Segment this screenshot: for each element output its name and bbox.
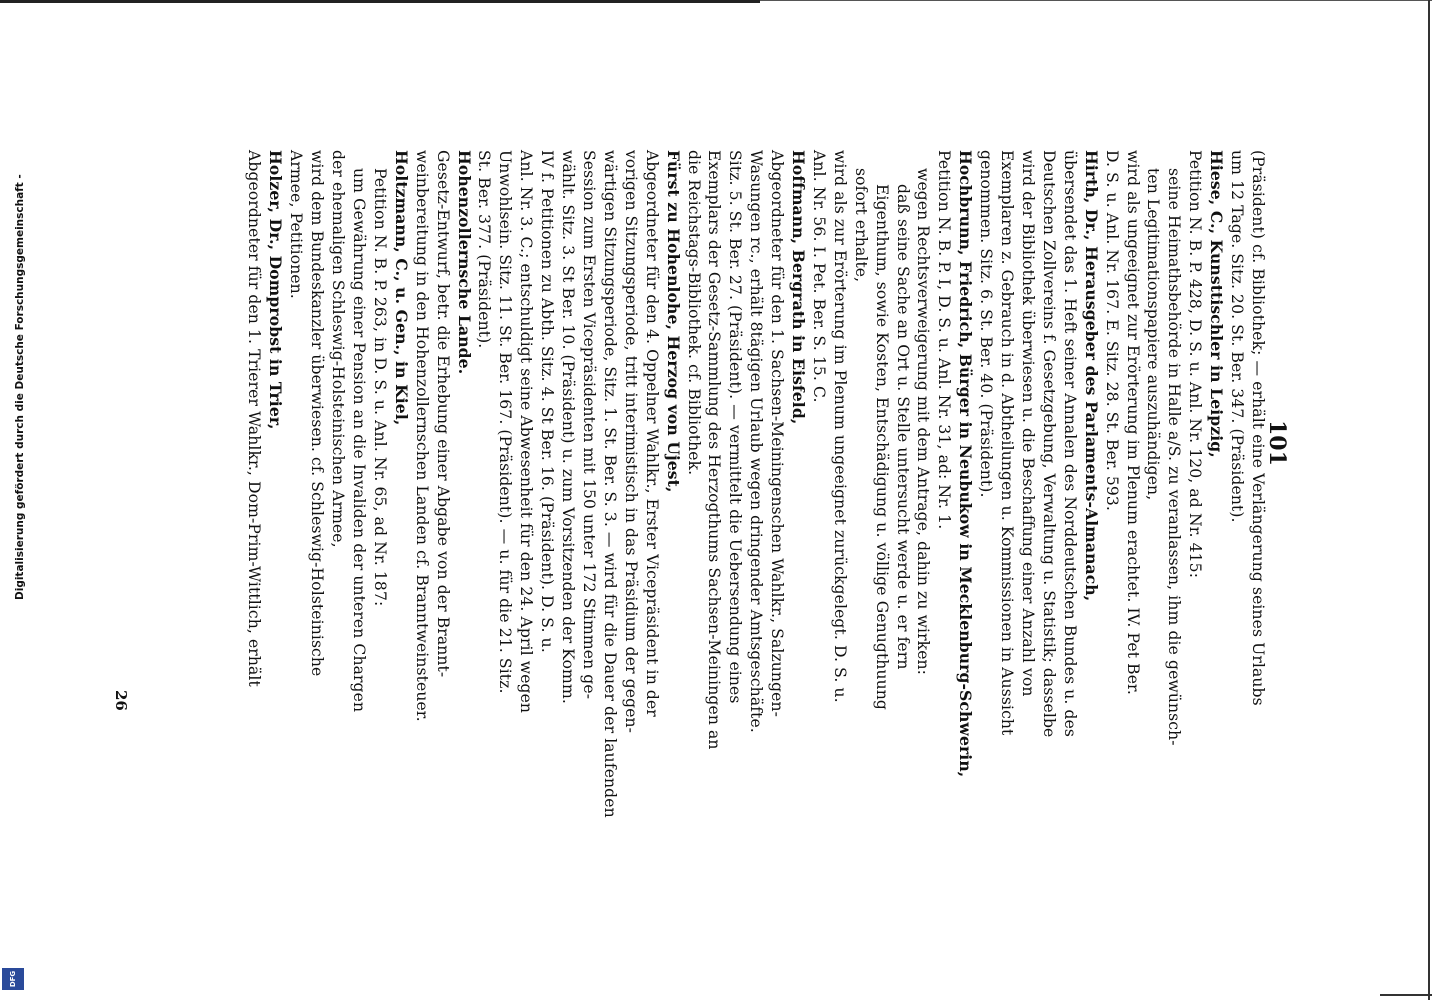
text-line: um 12 Tage. Sitz. 20. St. Ber. 347. (Präsident).	[1228, 150, 1247, 523]
text-line: wird dem Bundeskanzler überwiesen. cf. Schleswig-Holsteinische	[308, 150, 327, 677]
text-line: sofort erhalte,	[851, 168, 870, 283]
text-line: St. Ber. 377. (Präsident).	[475, 150, 494, 349]
dfg-logo: DFG	[2, 968, 24, 990]
text-line: Sitz. 5. St. Ber. 27. (Präsident). — vermittelt die Uebersendung eines	[726, 150, 745, 704]
text-line: vorigen Sitzungsperiode, tritt interimistisch in das Präsidium der gegen-	[621, 150, 640, 734]
text-line: wegen Rechtsverweigerung mit dem Antrage, dahin zu wirken:	[914, 168, 933, 676]
text-line: seine Heimathsbehörde in Halle a/S. zu veranlassen, ihm die gewünsch-	[1165, 168, 1184, 746]
text-line: Hirth, Dr., Herausgeber des Parlaments-Almanach,	[1081, 150, 1101, 602]
text-line: Deutschen Zollvereins f. Gesetzgebung, Verwaltung u. Statistik; dasselbe	[1039, 150, 1058, 738]
text-line: ten Legitimationspapiere auszuhändigen,	[1144, 168, 1163, 501]
text-line: Holzer, Dr., Domprobst in Trier,	[266, 150, 286, 430]
text-line: Hiese, C., Kunsttischler in Leipzig,	[1207, 150, 1227, 458]
text-line: weinbereitung in den Hohenzollernschen Landen cf. Branntweinsteuer.	[412, 150, 431, 722]
right-scan-edge	[1428, 0, 1430, 1000]
document-text-block	[244, 150, 1268, 818]
text-line: wird als zur Erörterung im Plenum ungeeignet zurückgelegt. D. S. u.	[830, 150, 849, 703]
text-line: IV f. Petitionen zu Abth. Sitz. 4. St Ber. 16. (Präsident). D. S. u.	[538, 150, 557, 653]
text-line: Eigenthum, sowie Kosten, Entschädigung u. völlige Genugthuung	[872, 184, 891, 710]
text-line: wärtigen Sitzungsperiode, Sitz. 1. St. Ber. S. 3. — wird für die Dauer der laufenden	[600, 150, 619, 818]
text-line: genommen. Sitz. 6. St. Ber. 40. (Präsident).	[977, 150, 996, 498]
text-line: Petition N. B. P. 263, in D. S. u. Anl. Nr. 65, ad Nr. 187:	[370, 168, 389, 607]
text-line: Hochbrunn, Friedrich, Bürger in Neubukow in Mecklenburg-Schwerin,	[956, 150, 976, 778]
text-line: Gesetz-Entwurf, betr. die Erhebung einer Abgabe von der Brannt-	[433, 150, 452, 678]
text-line: Abgeordneter für den 4. Oppelner Wahlkr., Erster Vicepräsident in der	[642, 150, 661, 717]
text-line: (Präsident) cf. Bibliothek; — erhält eine Verlängerung seines Urlaubs	[1249, 150, 1267, 706]
top-scan-edge-thin	[760, 0, 1432, 1]
text-line: Anl. Nr. 56. I. Pet. Ber. S. 15. C.	[809, 150, 828, 403]
text-line: Hoffmann, Bergrath in Eisfeld,	[789, 150, 809, 425]
text-line: Session zum Ersten Vicepräsidenten mit 150 unter 172 Stimmen ge-	[580, 150, 598, 700]
text-line: Abgeordneter für den 1. Trierer Wahlkr., Dom-Prim-Wittlich, erhält	[245, 150, 264, 687]
text-line: der ehemaligen Schleswig-Holsteinischen Armee,	[329, 150, 348, 548]
text-line: wird der Bibliothek überwiesen u. die Beschaffung einer Anzahl von	[1019, 150, 1038, 697]
text-line: die Reichstags-Bibliothek. cf. Bibliothek.	[684, 150, 703, 476]
text-line: Anl. Nr. 3. C.; entschuldigt seine Abwesenheit für den 24. April wegen	[517, 150, 536, 714]
digitization-credit: Digitalisierung gefördert durch die Deutsche Forschungsgemeinschaft -	[14, 174, 26, 600]
text-line: Fürst zu Hohenlohe, Herzog von Ujest,	[663, 150, 683, 493]
text-line: Exemplaren z. Gebrauch in d. Abtheilungen u. Kommissionen in Aussicht	[998, 150, 1017, 736]
text-line: um Gewährung einer Pension an die Invaliden der unteren Chargen	[350, 168, 369, 713]
text-line: Exemplars der Gesetz-Sammlung des Herzogthums Sachsen-Meiningen an	[705, 150, 724, 750]
text-line: Hohenzollernsche Lande.	[454, 150, 474, 375]
top-scan-edge	[0, 0, 760, 3]
text-line: Unwohlsein. Sitz. 11. St. Ber. 167. (Präsident). — u. für die 21. Sitz.	[496, 150, 515, 694]
text-line: Petition N. B. P. 428, D. S. u. Anl. Nr. 120, ad Nr. 415:	[1186, 150, 1205, 579]
text-line: Wasungen rc., erhält 8tägigen Urlaub wegen dringender Amtsgeschäfte.	[747, 150, 766, 733]
bottom-scan-edge	[1380, 994, 1432, 996]
text-line: wählt. Sitz. 3. St Ber. 10. (Präsident) u. zum Vorsitzenden der Komm.	[559, 150, 578, 704]
text-line: Petition N. B. P. I, D. S. u. Anl. Nr. 31, ad: Nr. 1.	[935, 150, 954, 530]
text-line: Armee, Petitionen.	[287, 150, 306, 299]
rotated-document-page	[112, 150, 1290, 818]
text-line: Holtzmann, C., u. Gen., in Kiel,	[391, 150, 411, 426]
text-line: Abgeordneter für den 1. Sachsen-Meiningenschen Wahlkr., Salzungen-	[768, 150, 787, 717]
page-number: 101	[1264, 420, 1290, 466]
text-line: wird als ungeeignet zur Erörterung im Plenum erachtet. IV. Pet Ber.	[1123, 150, 1142, 695]
text-line: daß seine Sache an Ort u. Stelle untersucht werde u. er fern	[893, 184, 912, 670]
text-line: übersendet das 1. Heft seiner Annalen des Norddeutschen Bundes u. des	[1060, 150, 1079, 738]
signature-mark: 26	[112, 690, 130, 711]
text-line: D. S. u. Anl. Nr. 167. E. Sitz. 28. St. Ber. 593.	[1102, 150, 1121, 511]
